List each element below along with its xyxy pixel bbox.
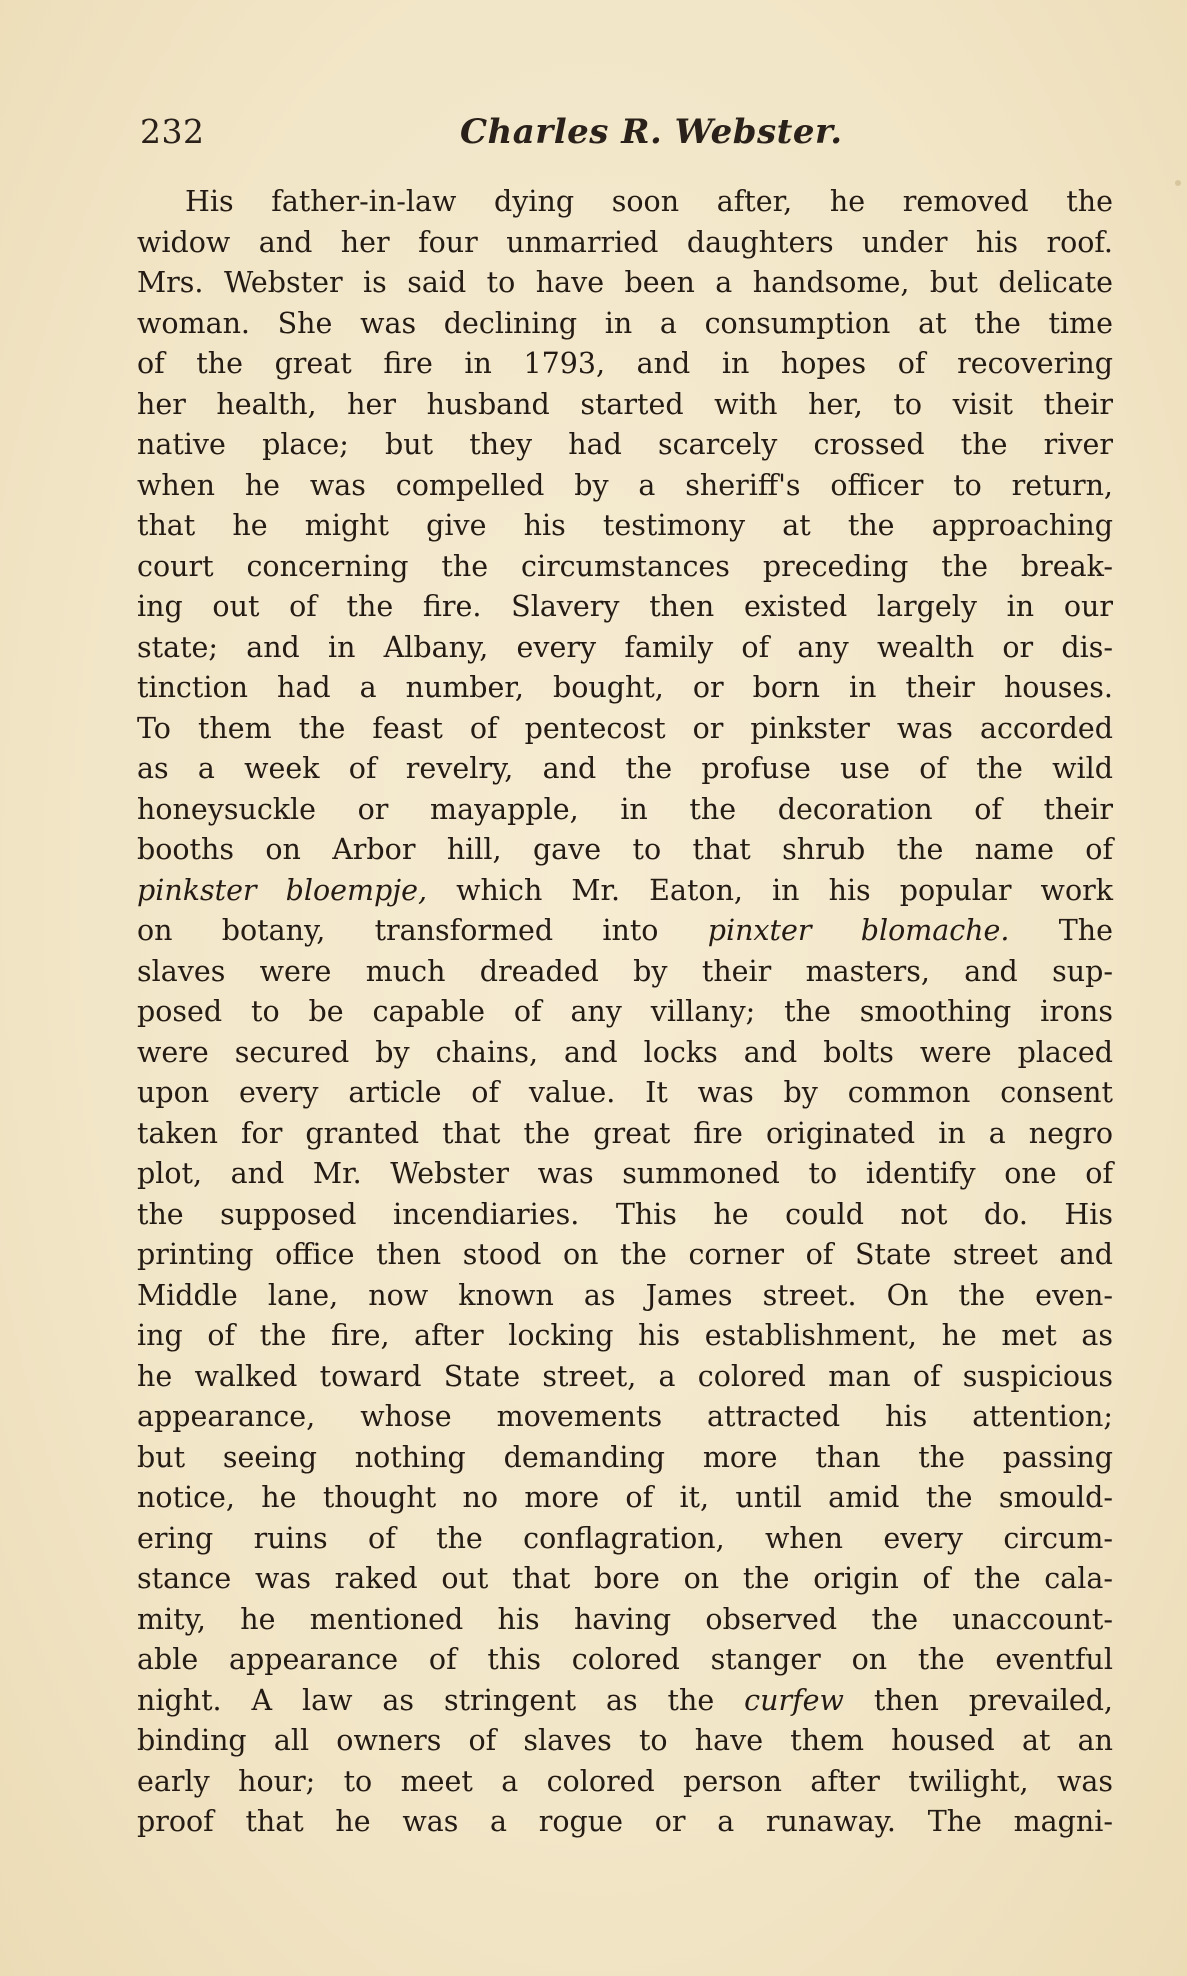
text-line: but seeing nothing demanding more than the passing bbox=[137, 1440, 1113, 1474]
text-line: her health, her husband started with her, to visit their bbox=[137, 387, 1113, 421]
text-line: plot, and Mr. Webster was summoned to identify one of bbox=[137, 1157, 1113, 1190]
text-line: booths on Arbor hill, gave to that shrub the name of bbox=[137, 833, 1113, 866]
italic-text-run: pinxter blomache. bbox=[707, 914, 1010, 947]
text-line bbox=[137, 911, 1113, 952]
text-line: court concerning the circumstances preceding the break- bbox=[137, 549, 1113, 583]
text-run: then prevailed, bbox=[843, 1683, 1113, 1717]
text-line: woman. She was declining in a consumption at the time bbox=[137, 306, 1113, 340]
text-run: night. A law as stringent as the bbox=[137, 1683, 745, 1717]
text-line: early hour; to meet a colored person after twilight, was bbox=[137, 1764, 1113, 1798]
text-line: state; and in Albany, every family of any wealth or dis- bbox=[137, 630, 1113, 664]
text-line: the supposed incendiaries. This he could not do. His bbox=[137, 1197, 1113, 1231]
text-line: posed to be capable of any villany; the smoothing irons bbox=[137, 995, 1113, 1028]
text-line: proof that he was a rogue or a runaway. The magni- bbox=[137, 1805, 1113, 1838]
text-run: on botany, transformed into bbox=[137, 914, 708, 947]
text-line: stance was raked out that bore on the origin of the cala- bbox=[137, 1562, 1113, 1595]
text-line: His father-in-law dying soon after, he removed the bbox=[185, 185, 1113, 218]
text-line bbox=[137, 1681, 1113, 1722]
text-line bbox=[137, 871, 1113, 912]
text-run: The bbox=[1009, 914, 1113, 947]
text-line: ing out of the fire. Slavery then existed largely in our bbox=[137, 590, 1113, 623]
text-line: mity, he mentioned his having observed the unaccount- bbox=[137, 1602, 1113, 1636]
text-line: he walked toward State street, a colored man of suspicious bbox=[137, 1359, 1113, 1393]
text-line: tinction had a number, bought, or born in their houses. bbox=[137, 671, 1113, 704]
text-line: appearance, whose movements attracted his attention; bbox=[137, 1400, 1113, 1433]
text-line: were secured by chains, and locks and bolts were placed bbox=[137, 1035, 1113, 1069]
italic-text-run: pinkster bloempje, bbox=[137, 873, 428, 907]
text-line: when he was compelled by a sheriff's officer to return, bbox=[137, 468, 1113, 502]
page-header bbox=[140, 112, 1080, 172]
text-line: printing office then stood on the corner of State street and bbox=[137, 1238, 1113, 1271]
text-line: notice, he thought no more of it, until amid the smould- bbox=[137, 1481, 1113, 1514]
text-line: as a week of revelry, and the profuse use of the wild bbox=[137, 752, 1113, 785]
text-line: Mrs. Webster is said to have been a handsome, but delicate bbox=[137, 266, 1113, 299]
text-line: binding all owners of slaves to have them housed at an bbox=[137, 1724, 1113, 1757]
text-line: upon every article of value. It was by common consent bbox=[137, 1076, 1113, 1109]
text-line: that he might give his testimony at the approaching bbox=[137, 509, 1113, 542]
text-line: To them the feast of pentecost or pinkster was accorded bbox=[137, 711, 1113, 745]
text-line: widow and her four unmarried daughters under his roof. bbox=[137, 225, 1113, 259]
text-line: ing of the fire, after locking his establishment, he met as bbox=[137, 1319, 1113, 1352]
paper-speck bbox=[1175, 180, 1181, 186]
text-line: slaves were much dreaded by their masters, and sup- bbox=[137, 954, 1113, 988]
text-line: taken for granted that the great fire originated in a negro bbox=[137, 1116, 1113, 1150]
text-line: Middle lane, now known as James street. On the even- bbox=[137, 1278, 1113, 1312]
running-head: Charles R. Webster. bbox=[460, 112, 843, 152]
text-line: of the great fire in 1793, and in hopes of recovering bbox=[137, 347, 1113, 380]
text-run: which Mr. Eaton, in his popular work bbox=[427, 873, 1113, 907]
body-paragraph bbox=[137, 182, 1113, 1843]
text-line: able appearance of this colored stanger on the eventful bbox=[137, 1643, 1113, 1676]
text-line: native place; but they had scarcely crossed the river bbox=[137, 428, 1113, 461]
page-number: 232 bbox=[140, 112, 205, 151]
text-line: ering ruins of the conflagration, when every circum- bbox=[137, 1521, 1113, 1555]
italic-text-run: curfew bbox=[744, 1683, 844, 1717]
text-line: honeysuckle or mayapple, in the decoration of their bbox=[137, 792, 1113, 826]
